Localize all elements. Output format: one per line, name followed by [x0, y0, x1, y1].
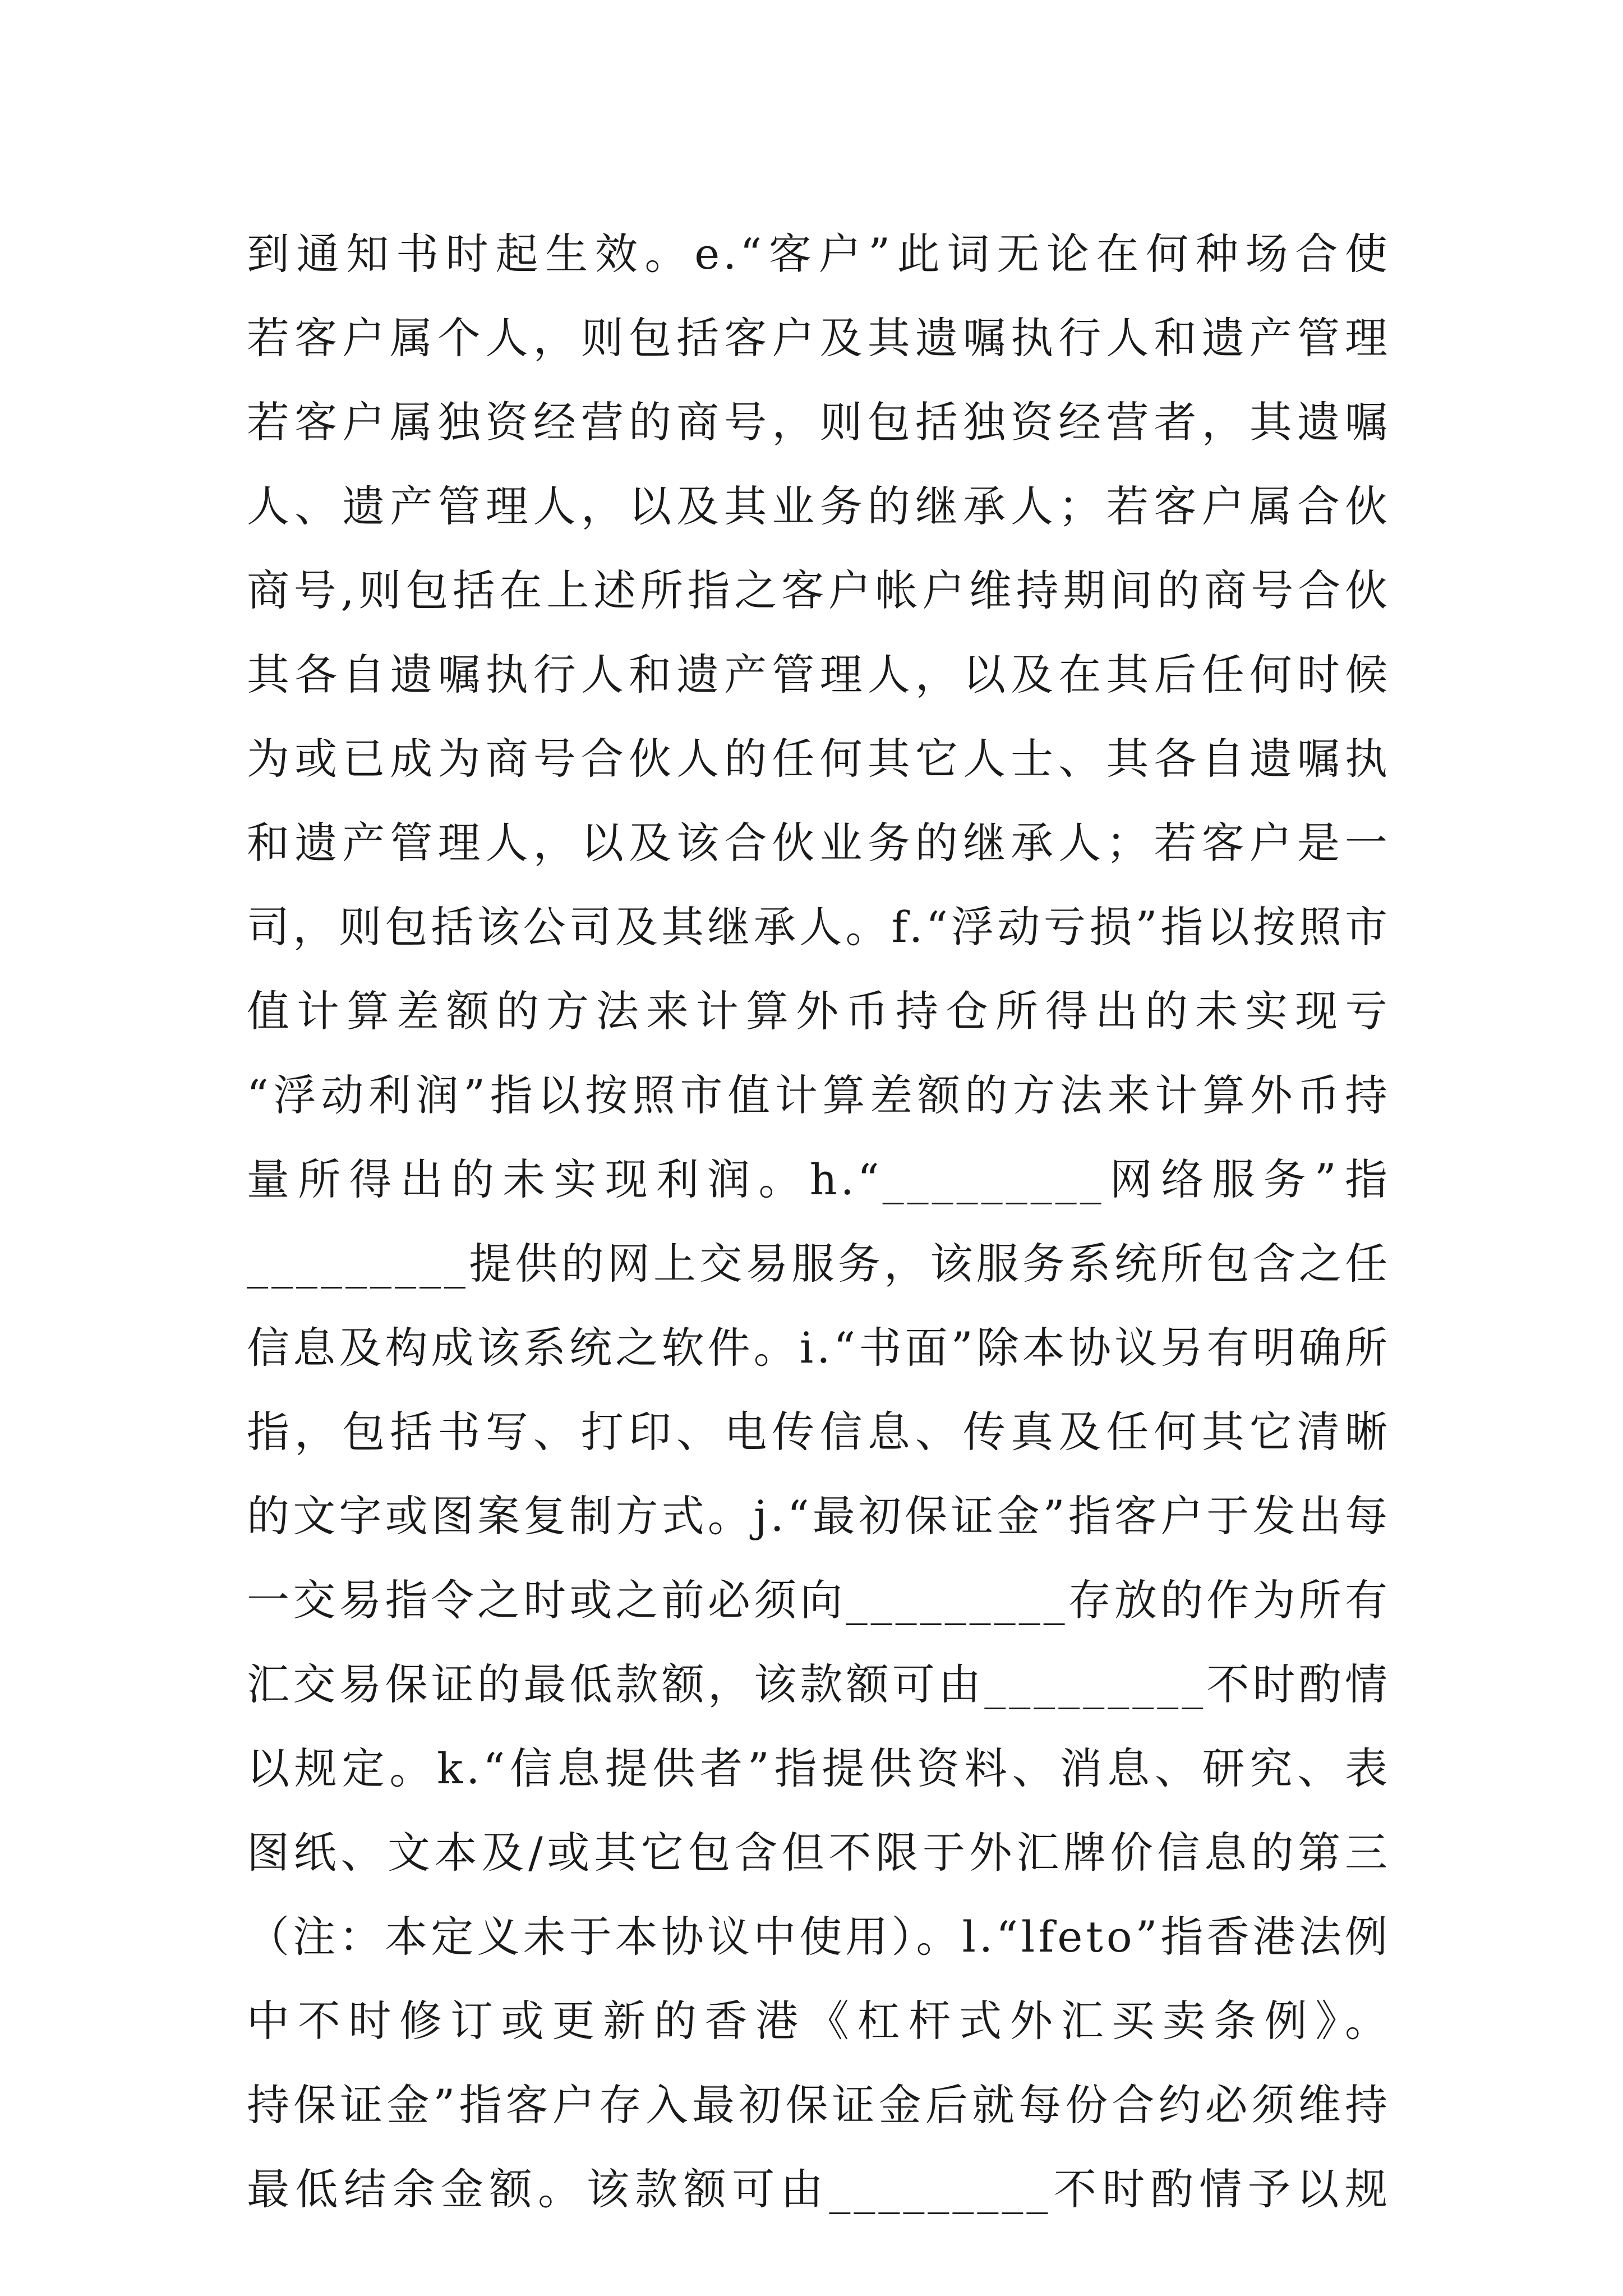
- text-line-8: 和遗产管理人，以及该合伙业务的继承人；若客户是一: [247, 818, 1391, 868]
- text-line-19: 以规定。k.“信息提供者”指提供资料、消息、研究、表: [247, 1743, 1391, 1793]
- text-line-13: _________提供的网上交易服务，该服务系统所包含之任: [247, 1239, 1391, 1289]
- text-line-16: 的文字或图案复制方式。j.“最初保证金”指客户于发出每: [247, 1491, 1391, 1541]
- text-line-6: 其各自遗嘱执行人和遗产管理人，以及在其后任何时候: [247, 650, 1391, 700]
- text-line-2: 若客户属个人，则包括客户及其遗嘱执行人和遗产管理: [247, 313, 1391, 363]
- text-line-14: 信息及构成该系统之软件。i.“书面”除本协议另有明确所: [247, 1323, 1391, 1373]
- text-line-4: 人、遗产管理人，以及其业务的继承人；若客户属合伙: [247, 481, 1391, 531]
- text-line-17: 一交易指令之时或之前必须向_________存放的作为所有: [247, 1575, 1391, 1625]
- text-line-15: 指，包括书写、打印、电传信息、传真及任何其它清晰: [247, 1407, 1391, 1457]
- text-line-3: 若客户属独资经营的商号，则包括独资经营者，其遗嘱: [247, 397, 1391, 447]
- text-line-5: 商号,则包括在上述所指之客户帐户维持期间的商号合伙: [247, 565, 1391, 615]
- text-line-20: 图纸、文本及/或其它包含但不限于外汇牌价信息的第三: [247, 1828, 1391, 1878]
- text-line-22: 中不时修订或更新的香港《杠杆式外汇买卖条例》。: [247, 1996, 1391, 2046]
- text-line-24: 最低结余金额。该款额可由_________不时酌情予以规: [247, 2164, 1391, 2214]
- text-line-23: 持保证金”指客户存入最初保证金后就每份合约必须维持: [247, 2080, 1391, 2130]
- text-line-18: 汇交易保证的最低款额，该款额可由_________不时酌情: [247, 1659, 1391, 1709]
- text-line-12: 量所得出的未实现利润。h.“_________网络服务”指: [247, 1154, 1391, 1204]
- text-line-11: “浮动利润”指以按照市值计算差额的方法来计算外币持: [247, 1070, 1391, 1120]
- text-line-10: 值计算差额的方法来计算外币持仓所得出的未实现亏: [247, 986, 1391, 1036]
- body-text: [247, 212, 1391, 2231]
- text-line-9: 司，则包括该公司及其继承人。f.“浮动亏损”指以按照市: [247, 902, 1391, 952]
- text-line-1: 到通知书时起生效。e.“客户”此词无论在何种场合使: [247, 229, 1391, 279]
- text-line-21: （注：本定义未于本协议中使用）。l.“lfeto”指香港法例: [247, 1912, 1391, 1962]
- text-line-7: 为或已成为商号合伙人的任何其它人士、其各自遗嘱执: [247, 734, 1391, 784]
